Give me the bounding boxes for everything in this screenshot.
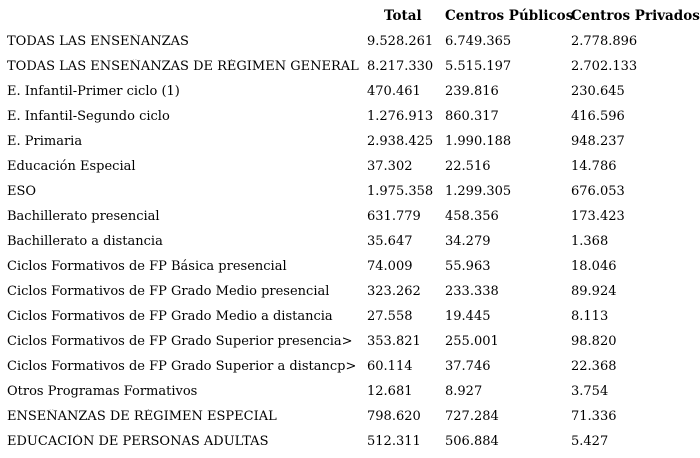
table-row [0, 205, 700, 230]
row-label: E. Infantil-Segundo ciclo [7, 109, 170, 124]
row-publicos: 458.356 [445, 209, 499, 224]
table-row [0, 305, 700, 330]
row-label: Bachillerato presencial [7, 209, 160, 224]
row-publicos: 6.749.365 [445, 34, 512, 49]
row-total: 1.276.913 [367, 109, 434, 124]
row-publicos: 239.816 [445, 84, 499, 99]
table-row [0, 380, 700, 405]
row-publicos: 1.299.305 [445, 184, 512, 199]
row-publicos: 34.279 [445, 234, 491, 249]
row-publicos: 37.746 [445, 359, 491, 374]
row-publicos: 255.001 [445, 334, 499, 349]
row-total: 353.821 [367, 334, 421, 349]
table-row [0, 405, 700, 430]
table-row [0, 330, 700, 355]
row-total: 470.461 [367, 84, 421, 99]
row-total: 9.528.261 [367, 34, 434, 49]
row-total: 12.681 [367, 384, 413, 399]
row-total: 798.620 [367, 409, 421, 424]
row-publicos: 55.963 [445, 259, 491, 274]
header-publicos: Centros Públicos [445, 8, 574, 24]
row-total: 512.311 [367, 434, 421, 449]
row-privados: 416.596 [571, 109, 625, 124]
row-total: 1.975.358 [367, 184, 434, 199]
row-label: E. Infantil-Primer ciclo (1) [7, 84, 180, 99]
row-label: Ciclos Formativos de FP Grado Superior presencia> [7, 334, 353, 349]
row-publicos: 22.516 [445, 159, 491, 174]
row-publicos: 860.317 [445, 109, 499, 124]
row-label: Ciclos Formativos de FP Grado Medio presencial [7, 284, 330, 299]
row-privados: 71.336 [571, 409, 617, 424]
table-body [0, 30, 700, 455]
row-privados: 948.237 [571, 134, 625, 149]
row-publicos: 8.927 [445, 384, 483, 399]
row-privados: 89.924 [571, 284, 617, 299]
row-privados: 22.368 [571, 359, 617, 374]
row-label: EDUCACIÓN DE PERSONAS ADULTAS [7, 434, 269, 449]
table-row [0, 255, 700, 280]
table-row [0, 80, 700, 105]
row-total: 323.262 [367, 284, 421, 299]
row-publicos: 506.884 [445, 434, 499, 449]
row-total: 27.558 [367, 309, 413, 324]
table-row [0, 430, 700, 455]
table-row [0, 30, 700, 55]
row-privados: 18.046 [571, 259, 617, 274]
table-header [0, 6, 700, 28]
row-label: Otros Programas Formativos [7, 384, 198, 399]
row-privados: 173.423 [571, 209, 625, 224]
table-row [0, 355, 700, 380]
row-privados: 230.645 [571, 84, 625, 99]
row-label: Bachillerato a distancia [7, 234, 163, 249]
header-privados: Centros Privados [571, 8, 700, 24]
table-row [0, 230, 700, 255]
row-publicos: 727.284 [445, 409, 499, 424]
row-publicos: 19.445 [445, 309, 491, 324]
table-row [0, 280, 700, 305]
row-total: 2.938.425 [367, 134, 434, 149]
row-label: Ciclos Formativos de FP Básica presencial [7, 259, 287, 274]
row-total: 37.302 [367, 159, 413, 174]
row-label: TODAS LAS ENSEÑANZAS [7, 34, 189, 49]
table-row [0, 155, 700, 180]
row-privados: 98.820 [571, 334, 617, 349]
table-row [0, 55, 700, 80]
row-privados: 1.368 [571, 234, 609, 249]
row-label: TODAS LAS ENSEÑANZAS DE RÉGIMEN GENERAL [7, 59, 359, 74]
row-publicos: 233.338 [445, 284, 499, 299]
row-privados: 8.113 [571, 309, 609, 324]
row-privados: 2.702.133 [571, 59, 638, 74]
row-label: ENSEÑANZAS DE RÉGIMEN ESPECIAL [7, 409, 277, 424]
row-privados: 2.778.896 [571, 34, 638, 49]
row-label: Ciclos Formativos de FP Grado Medio a distancia [7, 309, 333, 324]
row-total: 74.009 [367, 259, 413, 274]
row-label: E. Primaria [7, 134, 83, 149]
row-publicos: 5.515.197 [445, 59, 512, 74]
row-total: 60.114 [367, 359, 413, 374]
table-row [0, 130, 700, 155]
row-label: Ciclos Formativos de FP Grado Superior a distancp> [7, 359, 357, 374]
row-label: Educación Especial [7, 159, 136, 174]
row-total: 631.779 [367, 209, 421, 224]
row-total: 35.647 [367, 234, 413, 249]
row-privados: 14.786 [571, 159, 617, 174]
row-privados: 3.754 [571, 384, 609, 399]
table-row [0, 105, 700, 130]
table-row [0, 180, 700, 205]
row-label: ESO [7, 184, 37, 199]
row-privados: 5.427 [571, 434, 609, 449]
row-total: 8.217.330 [367, 59, 434, 74]
row-publicos: 1.990.188 [445, 134, 512, 149]
header-total: Total [384, 8, 422, 24]
row-privados: 676.053 [571, 184, 625, 199]
